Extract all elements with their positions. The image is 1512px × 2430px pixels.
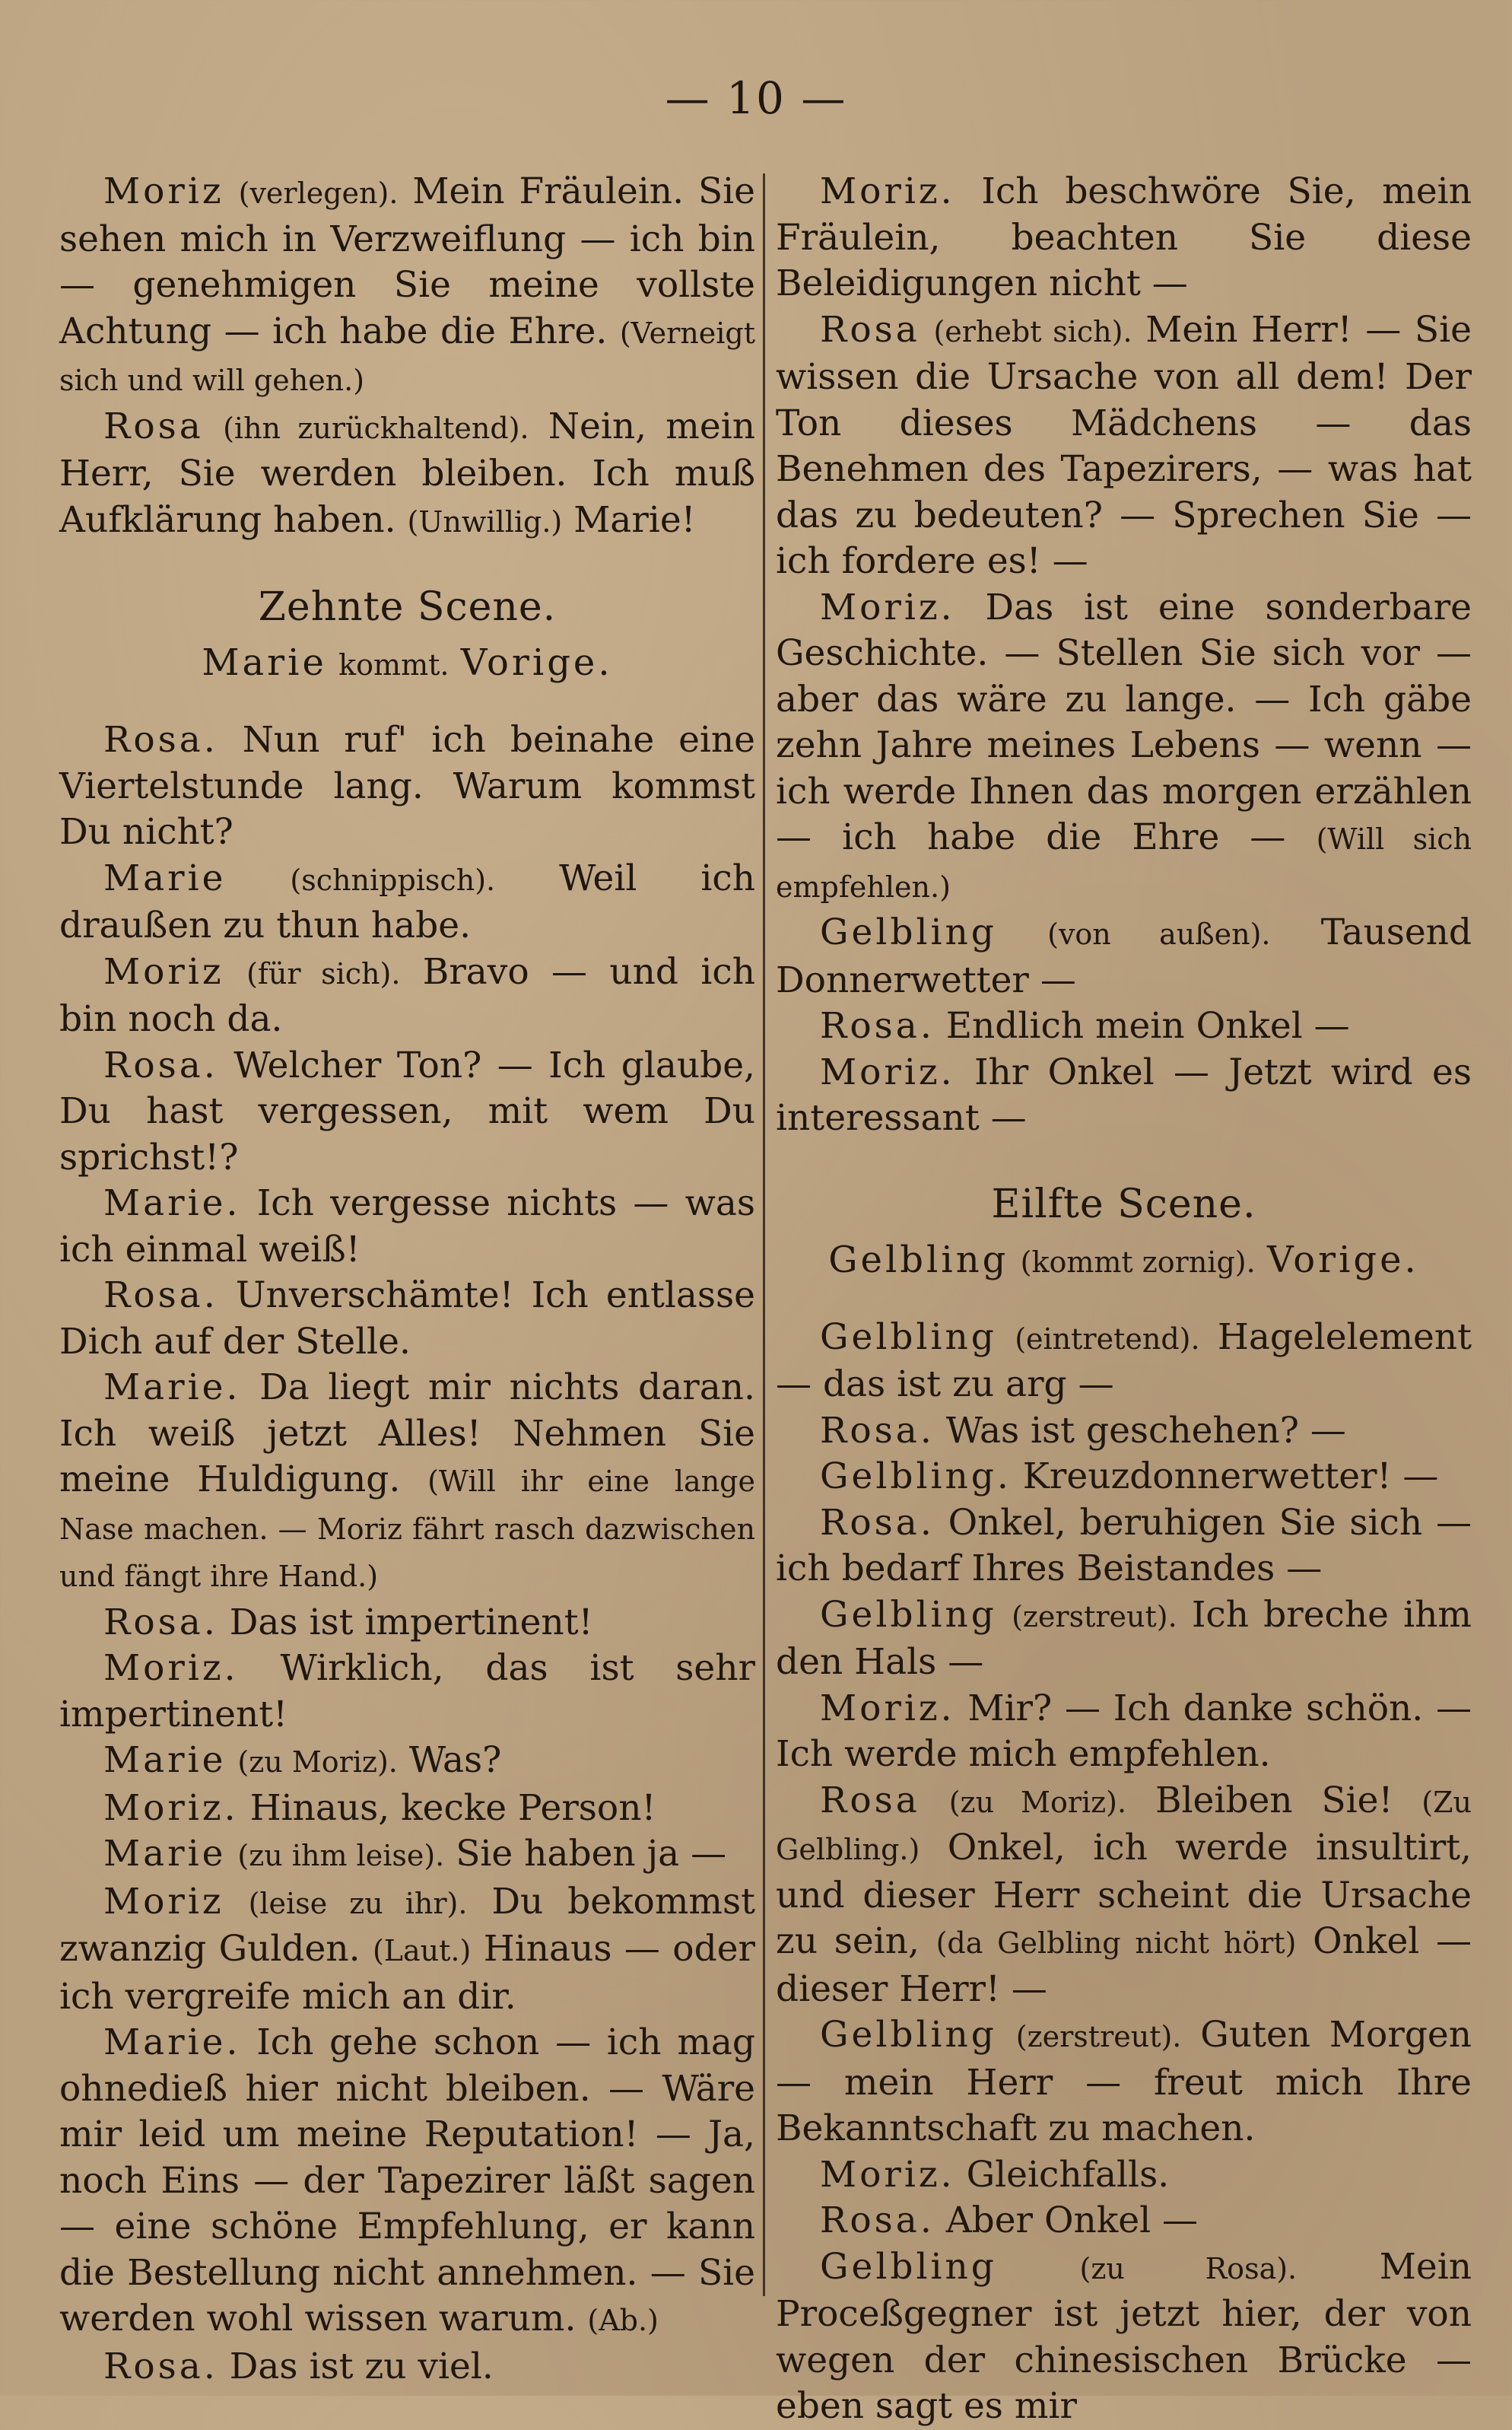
speech: [59, 1181, 755, 1273]
stage-direction: (leise zu ihr).: [248, 1886, 468, 1920]
stage-direction: (zerstreut).: [1015, 2020, 1182, 2053]
speaker: Moriz.: [103, 1647, 239, 1689]
scene-characters: [776, 1236, 1472, 1286]
speaker: Marie.: [103, 1182, 241, 1224]
speech: [59, 1273, 755, 1365]
dialogue: Weil ich draußen zu thun habe.: [59, 857, 755, 946]
speaker: Moriz: [103, 950, 224, 993]
speech: [59, 856, 755, 949]
speech: [59, 404, 755, 545]
dialogue: Hagelelement — das ist zu arg —: [776, 1315, 1472, 1405]
speech: [776, 169, 1472, 307]
speaker: Marie: [103, 1739, 227, 1781]
dialogue: Endlich mein Onkel —: [945, 1005, 1350, 1047]
dialogue: Mein Herr! — Sie wissen die Ursache von all dem! Der Ton dieses Mädchens — das Benehmen des Tapezirers, — was hat das zu bedeuten? — Sprechen Sie — ich fordere es! —: [776, 308, 1472, 582]
stage-direction: (Unwillig.): [407, 504, 563, 539]
dialogue: Das ist zu viel.: [229, 2345, 494, 2387]
speaker: Moriz: [103, 1880, 224, 1923]
speech: [59, 1600, 755, 1646]
speaker: Rosa: [820, 308, 920, 351]
speech: [776, 1454, 1472, 1500]
speech: [776, 2244, 1472, 2430]
speech: [776, 1003, 1472, 1050]
speech: [776, 910, 1472, 1003]
stage-direction: (Zu Gelbling.): [776, 1785, 1472, 1866]
right-column: [776, 169, 1472, 2430]
dialogue: Guten Morgen — mein Herr — freut mich Ihre Bekanntschaft zu machen.: [776, 2014, 1472, 2149]
speaker: Gelbling: [820, 911, 997, 953]
speech: [59, 1043, 755, 1182]
stage-direction: (zu Rosa).: [1079, 2251, 1298, 2285]
dialogue: Welcher Ton? — Ich glaube, Du hast vergessen, mit wem Du sprichst!?: [59, 1044, 755, 1178]
speech: [59, 169, 755, 404]
stage-direction: (erhebt sich).: [933, 314, 1132, 348]
dialogue: Sie haben ja —: [456, 1833, 727, 1875]
stage-direction: (kommt zornig).: [1020, 1245, 1256, 1279]
speaker: Moriz.: [820, 2153, 955, 2196]
dialogue: Gleichfalls.: [966, 2153, 1170, 2196]
speaker: Gelbling: [820, 2014, 997, 2056]
speech: [776, 2012, 1472, 2152]
speaker: Marie.: [103, 2021, 241, 2063]
stage-direction: (Verneigt sich und will gehen.): [59, 316, 755, 397]
stage-direction: (zu ihm leise).: [237, 1839, 445, 1872]
dialogue: Mein Fräulein. Sie sehen mich in Verzweiflung — ich bin — genehmigen Sie meine vollste Achtung — ich habe die Ehre.: [59, 170, 755, 352]
speech: [776, 2152, 1472, 2199]
stage-direction: (Will ihr eine lange Nase machen. — Moriz fährt rasch dazwischen und fängt ihre Hand.): [59, 1465, 755, 1593]
character: Marie: [202, 641, 327, 684]
speech: [776, 1686, 1472, 1778]
dialogue: Aber Onkel —: [945, 2199, 1199, 2241]
stage-direction: (eintretend).: [1015, 1322, 1200, 1356]
speaker: Marie: [103, 1833, 227, 1875]
dialogue: Du bekommst zwanzig Gulden.: [59, 1880, 755, 1970]
speech: [59, 1646, 755, 1738]
dialogue: Unverschämte! Ich entlasse Dich auf der Stelle.: [59, 1274, 755, 1363]
dialogue: Nun ruf' ich beinahe eine Viertelstunde lang. Warum kommst Du nicht?: [59, 719, 755, 853]
dialogue: Was?: [408, 1739, 502, 1781]
speaker: Moriz.: [820, 170, 955, 212]
scene-heading: Eilfte Scene.: [991, 1181, 1256, 1227]
dialogue: Wirklich, das ist sehr impertinent!: [59, 1647, 755, 1735]
left-column: [59, 169, 755, 2390]
dialogue: Onkel, ich werde insultirt, und dieser Herr scheint die Ursache zu sein,: [776, 1827, 1472, 1962]
speech: [59, 1786, 755, 1832]
dialogue: Ich vergesse nichts — was ich einmal weiß!: [59, 1182, 755, 1271]
speaker: Moriz.: [103, 1786, 239, 1829]
speech: [776, 1592, 1472, 1686]
stage-direction: (von außen).: [1047, 918, 1271, 951]
speech: [59, 1365, 755, 1600]
speech: [776, 1778, 1472, 2013]
speaker: Rosa.: [103, 1274, 218, 1316]
stage-direction: (ihn zurückhaltend).: [223, 411, 529, 445]
speaker: Gelbling: [820, 1315, 997, 1358]
speaker: Rosa.: [820, 1501, 935, 1544]
stage-direction: (zerstreut).: [1012, 1599, 1177, 1633]
speaker: Moriz.: [820, 586, 955, 628]
speech: [59, 1879, 755, 2021]
dialogue: Kreuzdonnerwetter! —: [1022, 1455, 1439, 1497]
speaker: Marie.: [103, 1366, 241, 1408]
stage-direction: (für sich).: [246, 956, 401, 991]
dialogue: Hinaus, kecke Person!: [249, 1786, 656, 1829]
dialogue: Marie!: [573, 498, 696, 541]
speech: [776, 585, 1472, 911]
character: Gelbling: [828, 1238, 1009, 1281]
stage-direction: (verlegen).: [238, 177, 399, 210]
dialogue: Ich breche ihm den Hals —: [776, 1593, 1472, 1683]
speech: [776, 1050, 1472, 1142]
dialogue: Nein, mein Herr, Sie werden bleiben. Ich muß Aufklärung haben.: [59, 405, 755, 541]
dialogue: Da liegt mir nichts daran. Ich weiß jetzt Alles! Nehmen Sie meine Huldigung.: [59, 1366, 755, 1500]
speech: [59, 2020, 755, 2344]
dialogue: Onkel — dieser Herr! —: [776, 1920, 1472, 2010]
speaker: Moriz.: [820, 1687, 955, 1729]
dialogue: Ich gehe schon — ich mag ohnedieß hier nicht bleiben. — Wäre mir leid um meine Reputation! — Ja, noch Eins — der Tapezirer läßt sagen — eine schöne Empfehlung, er kann die Bestellung nicht annehmen. — Sie werden wohl wissen warum.: [59, 2021, 755, 2339]
stage-direction: (zu Moriz).: [237, 1745, 398, 1779]
speech: [59, 1738, 755, 1786]
speaker: Rosa.: [103, 2345, 218, 2387]
speaker: Rosa.: [820, 2199, 935, 2241]
dialogue: Was ist geschehen? —: [945, 1409, 1346, 1452]
dialogue: Hinaus — oder ich vergreife mich an dir.: [59, 1928, 755, 2018]
stage-direction: (da Gelbling nicht hört): [935, 1926, 1297, 1960]
speaker: Rosa.: [103, 719, 218, 761]
dialogue: Tausend Donnerwetter —: [776, 911, 1472, 1001]
speaker: Rosa.: [820, 1409, 935, 1452]
scene-characters: [59, 639, 755, 689]
stage-direction: (zu Moriz).: [948, 1785, 1127, 1819]
column-divider: [763, 173, 765, 2296]
speaker: Gelbling: [820, 1593, 997, 1636]
speech: [776, 1408, 1472, 1455]
stage-direction: (Ab.): [587, 2304, 659, 2337]
stage-direction: kommt.: [338, 648, 449, 682]
dialogue: Ich beschwöre Sie, mein Fräulein, beachten Sie diese Beleidigungen nicht —: [776, 170, 1472, 304]
speaker: Rosa.: [103, 1044, 218, 1086]
dialogue: Mein Proceßgegner ist jetzt hier, der von wegen der chinesischen Brücke — eben sagt es mir: [776, 2245, 1472, 2427]
speaker: Rosa: [103, 405, 204, 447]
stage-direction: (Will sich empfehlen.): [776, 822, 1472, 904]
dialogue: Mir? — Ich danke schön. — Ich werde mich empfehlen.: [776, 1687, 1472, 1775]
dialogue: Bravo — und ich bin noch da.: [59, 950, 755, 1040]
character: Vorige.: [1266, 1238, 1419, 1281]
speaker: Gelbling: [820, 2245, 997, 2288]
speaker: Moriz.: [820, 1051, 955, 1093]
speech: [59, 717, 755, 856]
dialogue: Onkel, beruhigen Sie sich — ich bedarf Ihres Beistandes —: [776, 1501, 1472, 1589]
dialogue: Ihr Onkel — Jetzt wird es interessant —: [776, 1051, 1472, 1139]
scene-heading: Zehnte Scene.: [258, 584, 557, 630]
speaker: Moriz: [103, 170, 224, 212]
speaker: Rosa.: [103, 1601, 218, 1643]
stage-direction: (Laut.): [372, 1934, 472, 1967]
speech: [776, 1315, 1472, 1408]
speech: [59, 949, 755, 1043]
speech: [776, 2198, 1472, 2244]
dialogue: Bleiben Sie!: [1155, 1779, 1393, 1821]
speaker: Marie: [103, 857, 227, 899]
speaker: Gelbling.: [820, 1455, 1012, 1497]
stage-direction: (schnippisch).: [290, 863, 496, 897]
speech: [776, 307, 1472, 585]
character: Vorige.: [460, 641, 613, 684]
speaker: Rosa: [820, 1779, 920, 1821]
speech: [59, 2344, 755, 2390]
speaker: Rosa.: [820, 1005, 935, 1047]
page-number: — 10 —: [665, 72, 847, 124]
dialogue: Das ist eine sonderbare Geschichte. — Stellen Sie sich vor — aber das wäre zu lange. — Ich gäbe zehn Jahre meines Lebens — wenn — ich werde Ihnen das morgen erzählen — ich habe die Ehre —: [776, 586, 1472, 858]
speech: [776, 1500, 1472, 1592]
dialogue: Das ist impertinent!: [229, 1601, 593, 1643]
speech: [59, 1831, 755, 1879]
